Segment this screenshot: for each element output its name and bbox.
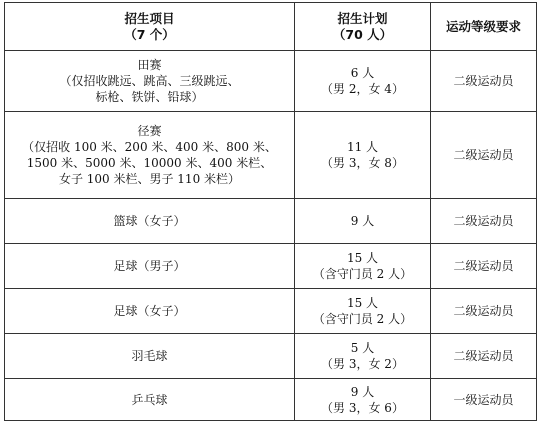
project-line: 羽毛球 <box>131 349 168 363</box>
plan-line: 15 人 <box>346 296 379 310</box>
plan-line: 6 人 <box>350 66 375 80</box>
table-row <box>5 289 537 334</box>
requirement-cell: 二级运动员 <box>431 334 537 379</box>
plan-cell <box>295 289 431 334</box>
plan-cell <box>295 51 431 112</box>
plan-line: （含守门员 2 人） <box>312 312 413 326</box>
requirement-cell: 二级运动员 <box>431 51 537 112</box>
header-requirement <box>431 3 537 51</box>
project-cell <box>5 244 295 289</box>
header-plan <box>295 3 431 51</box>
table-row <box>5 51 537 112</box>
plan-cell <box>295 112 431 199</box>
header-project-title: 招生项目 <box>124 10 175 26</box>
plan-cell <box>295 199 431 244</box>
project-line: 径赛 <box>137 124 162 138</box>
project-line: 田赛 <box>137 58 162 72</box>
project-cell <box>5 199 295 244</box>
plan-cell <box>295 244 431 289</box>
requirement-cell: 二级运动员 <box>431 199 537 244</box>
header-project <box>5 3 295 51</box>
requirement-cell: 一级运动员 <box>431 379 537 421</box>
header-plan-title: 招生计划 <box>337 10 388 26</box>
plan-line: 15 人 <box>346 251 379 265</box>
admission-table <box>4 2 537 421</box>
header-requirement-title: 运动等级要求 <box>445 18 521 34</box>
table-row <box>5 334 537 379</box>
project-line: 足球（男子） <box>113 259 186 273</box>
plan-line: 9 人 <box>350 214 375 228</box>
plan-line: 5 人 <box>350 341 375 355</box>
plan-line: 11 人 <box>346 140 379 154</box>
project-line: （仅招收跳远、跳高、三级跳远、 <box>59 74 240 88</box>
project-line: 乒乓球 <box>131 392 168 407</box>
plan-line: （男 2，女 4） <box>321 82 404 96</box>
project-line: 篮球（女子） <box>113 214 186 228</box>
project-line: 女子 100 米栏、男子 110 米栏） <box>58 172 241 186</box>
project-cell <box>5 112 295 199</box>
table-header-row <box>5 3 537 51</box>
plan-line: （男 3，女 2） <box>321 357 404 371</box>
project-line: 标枪、铁饼、铅球） <box>95 90 204 104</box>
table-row <box>5 112 537 199</box>
project-cell <box>5 51 295 112</box>
header-project-count: （7 个） <box>124 26 175 42</box>
table-row <box>5 199 537 244</box>
requirement-cell: 二级运动员 <box>431 244 537 289</box>
project-cell <box>5 334 295 379</box>
plan-cell <box>295 379 431 421</box>
plan-line: （男 3，女 8） <box>321 156 404 170</box>
project-line: 1500 米、5000 米、10000 米、400 米栏、 <box>26 156 273 170</box>
project-cell <box>5 379 295 421</box>
plan-line: 9 人 <box>350 384 375 399</box>
project-line: （仅招收 100 米、200 米、400 米、800 米、 <box>22 140 277 154</box>
plan-cell <box>295 334 431 379</box>
requirement-cell: 二级运动员 <box>431 289 537 334</box>
requirement-cell: 二级运动员 <box>431 112 537 199</box>
header-plan-count: （70 人） <box>332 26 393 42</box>
project-line: 足球（女子） <box>113 304 186 318</box>
table-row <box>5 244 537 289</box>
plan-line: （男 3，女 6） <box>321 400 404 415</box>
project-cell <box>5 289 295 334</box>
table-row <box>5 379 537 421</box>
plan-line: （含守门员 2 人） <box>312 267 413 281</box>
